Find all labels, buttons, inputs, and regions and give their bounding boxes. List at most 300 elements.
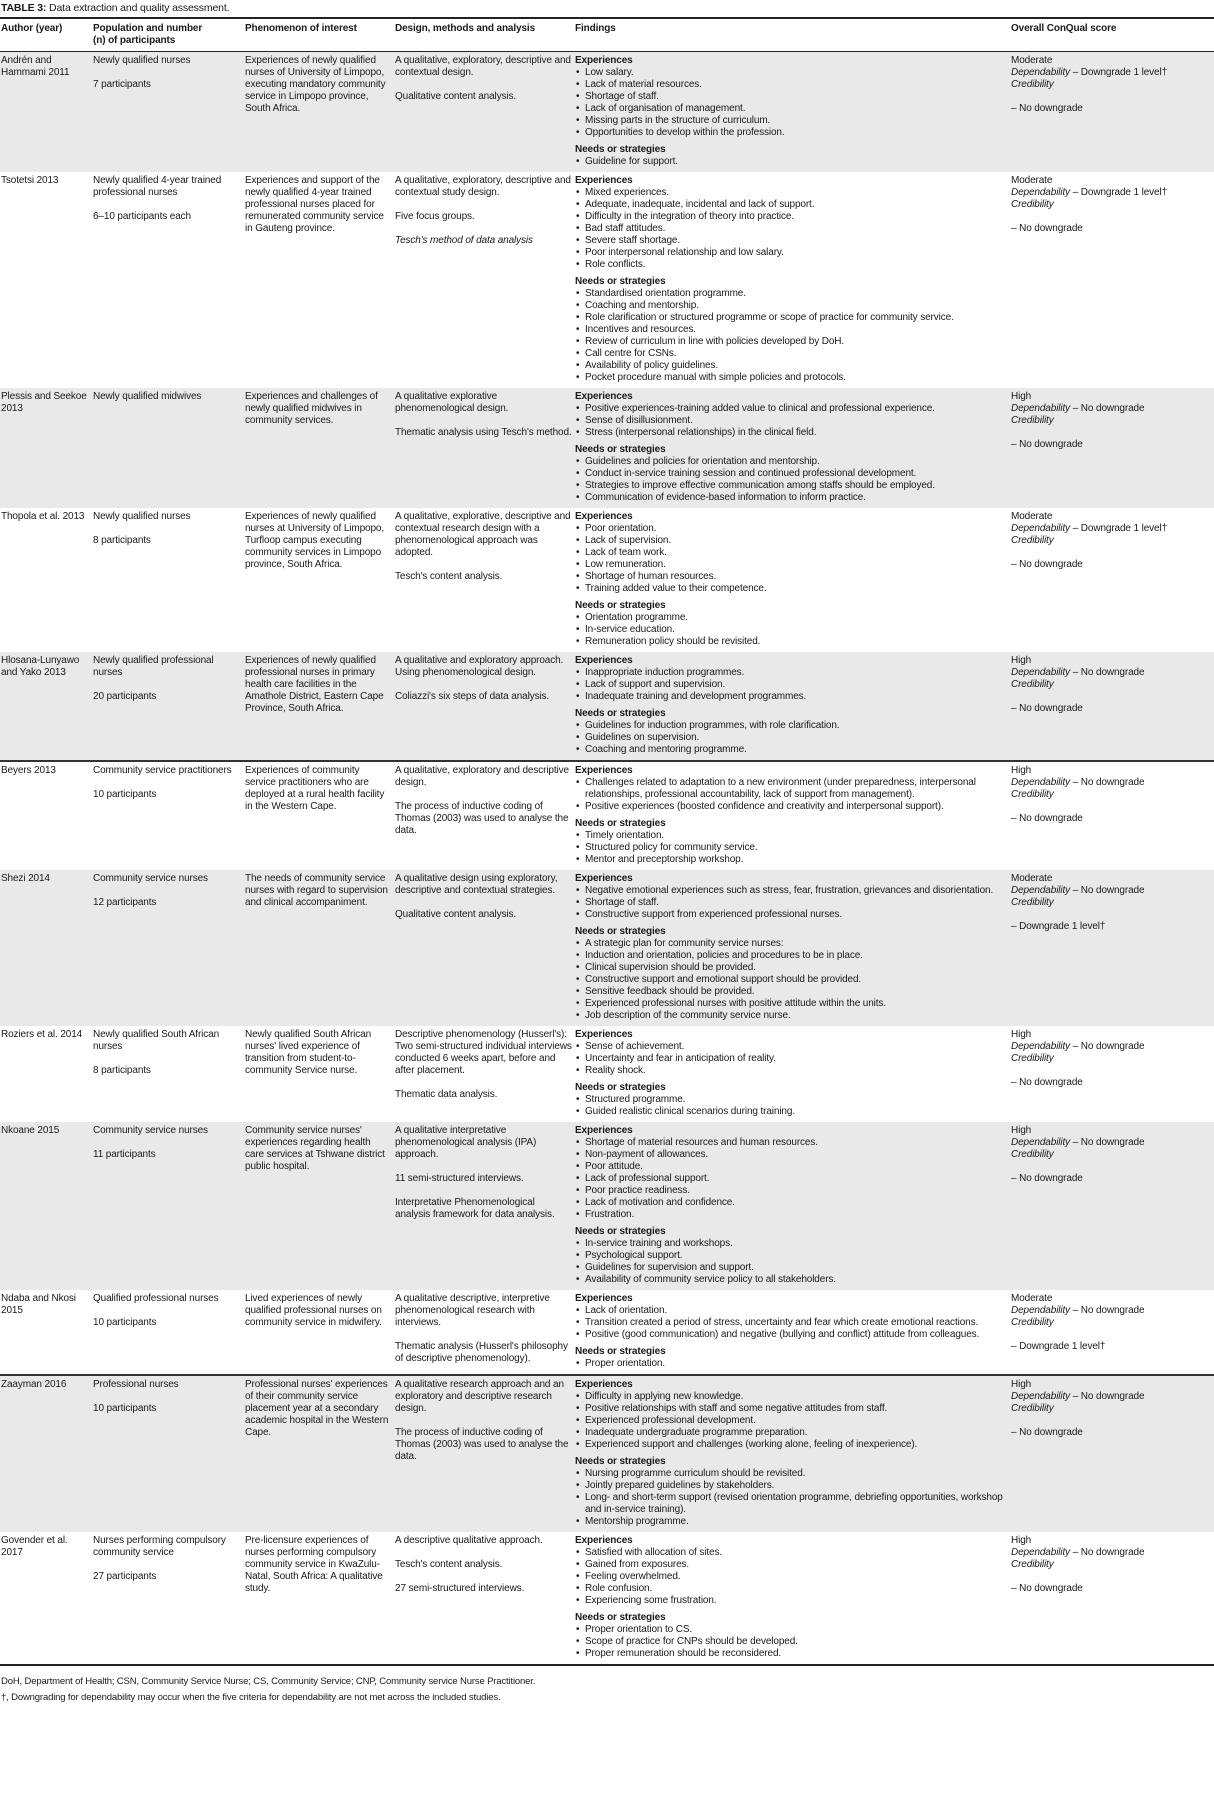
experiences-heading: Experiences xyxy=(575,1535,633,1546)
experiences-list xyxy=(575,1391,1008,1451)
experiences-list xyxy=(575,523,1008,595)
finding-item: • Communication of evidence-based information to inform practice. xyxy=(575,492,1008,504)
finding-item: • Jointly prepared guidelines by stakeholders. xyxy=(575,1480,1008,1492)
design-cell xyxy=(394,1122,574,1290)
finding-item: • Standardised orientation programme. xyxy=(575,288,1008,300)
finding-item: • Shortage of staff. xyxy=(575,897,1008,909)
needs-heading: Needs or strategies xyxy=(575,1612,666,1623)
dependability-label: Dependability xyxy=(1011,187,1071,198)
score-cell xyxy=(1010,1026,1214,1122)
finding-item: • Lack of motivation and confidence. xyxy=(575,1197,1008,1209)
needs-list xyxy=(575,1358,1008,1370)
score-cell xyxy=(1010,1290,1214,1375)
finding-item: • Sense of achievement. xyxy=(575,1041,1008,1053)
population-text: 8 participants xyxy=(93,535,151,546)
findings-cell xyxy=(574,508,1010,652)
finding-item: • Lack of support and supervision. xyxy=(575,679,1008,691)
score-cell xyxy=(1010,52,1214,173)
header-design: Design, methods and analysis xyxy=(395,23,536,34)
conqual-score: High xyxy=(1011,1379,1032,1390)
needs-heading: Needs or strategies xyxy=(575,444,666,455)
conqual-score: Moderate xyxy=(1011,55,1053,66)
credibility-label: Credibility xyxy=(1011,415,1054,426)
table-row xyxy=(0,52,1214,173)
findings-cell xyxy=(574,1122,1010,1290)
population-text: Newly qualified nurses xyxy=(93,511,191,522)
table-row xyxy=(0,870,1214,1026)
phenomenon-cell xyxy=(244,388,394,508)
credibility-label: Credibility xyxy=(1011,1149,1054,1160)
phenomenon-text: Newly qualified South African nurses' lived experience of transition from student-to-community Service nurse. xyxy=(245,1029,372,1076)
credibility-grade: – No downgrade xyxy=(1011,813,1083,824)
experiences-heading: Experiences xyxy=(575,55,633,66)
caption-label: TABLE 3: xyxy=(1,2,47,14)
population-cell xyxy=(92,508,244,652)
needs-heading: Needs or strategies xyxy=(575,1456,666,1467)
dependability-line xyxy=(1011,403,1212,415)
finding-item: • Structured policy for community service. xyxy=(575,842,1008,854)
score-cell xyxy=(1010,761,1214,870)
findings-cell xyxy=(574,1290,1010,1375)
phenomenon-text: Experiences and challenges of newly qualified midwives in community services. xyxy=(245,391,378,426)
findings-cell xyxy=(574,52,1010,173)
finding-item: • Scope of practice for CNPs should be developed. xyxy=(575,1636,1008,1648)
dependability-grade: – No downgrade xyxy=(1070,1041,1145,1052)
credibility-label: Credibility xyxy=(1011,79,1054,90)
dependability-label: Dependability xyxy=(1011,885,1071,896)
needs-heading: Needs or strategies xyxy=(575,818,666,829)
author-year: Ndaba and Nkosi 2015 xyxy=(1,1293,76,1316)
design-text: Five focus groups. xyxy=(395,211,475,222)
finding-item: • Satisfied with allocation of sites. xyxy=(575,1547,1008,1559)
findings-cell xyxy=(574,1375,1010,1532)
finding-item: • Difficulty in the integration of theory into practice. xyxy=(575,211,1008,223)
experiences-list xyxy=(575,187,1008,271)
finding-item: • Guideline for support. xyxy=(575,156,1008,168)
dependability-grade: – No downgrade xyxy=(1070,777,1145,788)
finding-item: • Severe staff shortage. xyxy=(575,235,1008,247)
finding-item: • Uncertainty and fear in anticipation of reality. xyxy=(575,1053,1008,1065)
score-cell xyxy=(1010,1122,1214,1290)
dependability-line xyxy=(1011,1547,1212,1559)
design-text: Qualitative content analysis. xyxy=(395,91,517,102)
finding-item: • Structured programme. xyxy=(575,1094,1008,1106)
finding-item: • Coaching and mentoring programme. xyxy=(575,744,1008,756)
population-text: Nurses performing compulsory community service xyxy=(93,1535,226,1558)
finding-item: • Training added value to their competence. xyxy=(575,583,1008,595)
dependability-grade: – No downgrade xyxy=(1070,1391,1145,1402)
footnote-dagger: †, Downgrading for dependability may occur when the five criteria for dependability are not met across the included studies. xyxy=(1,1692,501,1703)
table-row xyxy=(0,508,1214,652)
design-text: 27 semi-structured interviews. xyxy=(395,1583,525,1594)
population-text: 6–10 participants each xyxy=(93,211,191,222)
author-cell xyxy=(0,1122,92,1290)
phenomenon-cell xyxy=(244,172,394,388)
credibility-grade: – No downgrade xyxy=(1011,439,1083,450)
credibility-label: Credibility xyxy=(1011,789,1054,800)
table-row xyxy=(0,1532,1214,1665)
dependability-line xyxy=(1011,777,1212,789)
design-text: A qualitative design using exploratory, descriptive and contextual strategies. xyxy=(395,873,558,896)
population-text: Newly qualified 4-year trained professional nurses xyxy=(93,175,222,198)
finding-item: • Timely orientation. xyxy=(575,830,1008,842)
credibility-grade: – No downgrade xyxy=(1011,559,1083,570)
design-text: A qualitative research approach and an exploratory and descriptive research design. xyxy=(395,1379,564,1414)
dependability-label: Dependability xyxy=(1011,777,1071,788)
needs-list xyxy=(575,156,1008,168)
findings-cell xyxy=(574,652,1010,761)
phenomenon-cell xyxy=(244,1375,394,1532)
experiences-list xyxy=(575,885,1008,921)
finding-item: • Proper orientation. xyxy=(575,1358,1008,1370)
table-header-row xyxy=(0,18,1214,52)
design-cell xyxy=(394,870,574,1026)
phenomenon-text: Experiences of newly qualified professional nurses in primary health care facilities in the Amathole District, Eastern Cape Province, South Africa. xyxy=(245,655,384,714)
needs-heading: Needs or strategies xyxy=(575,1346,666,1357)
needs-heading: Needs or strategies xyxy=(575,1082,666,1093)
author-cell xyxy=(0,52,92,173)
design-cell xyxy=(394,508,574,652)
finding-item: • Guidelines on supervision. xyxy=(575,732,1008,744)
finding-item: • Role clarification or structured programme or scope of practice for community service. xyxy=(575,312,1008,324)
dependability-grade: – No downgrade xyxy=(1070,1137,1145,1148)
finding-item: • Sense of disillusionment. xyxy=(575,415,1008,427)
finding-item: • Transition created a period of stress, uncertainty and fear which create emotional reactions. xyxy=(575,1317,1008,1329)
design-text: The process of inductive coding of Thomas (2003) was used to analyse the data. xyxy=(395,1427,569,1462)
finding-item: • Stress (interpersonal relationships) in the clinical field. xyxy=(575,427,1008,439)
dependability-grade: – No downgrade xyxy=(1070,1305,1145,1316)
design-text: Tesch's method of data analysis xyxy=(395,235,533,246)
population-text: Qualified professional nurses xyxy=(93,1293,219,1304)
finding-item: • Shortage of material resources and human resources. xyxy=(575,1137,1008,1149)
author-year: Tsotetsi 2013 xyxy=(1,175,59,186)
phenomenon-text: Experiences of newly qualified nurses of University of Limpopo, executing mandatory community service in Limpopo province, South Africa. xyxy=(245,55,386,114)
experiences-heading: Experiences xyxy=(575,511,633,522)
experiences-heading: Experiences xyxy=(575,1379,633,1390)
finding-item: • Guided realistic clinical scenarios during training. xyxy=(575,1106,1008,1118)
population-cell xyxy=(92,870,244,1026)
dependability-line xyxy=(1011,885,1212,897)
author-year: Plessis and Seekoe 2013 xyxy=(1,391,87,414)
finding-item: • Remuneration policy should be revisited. xyxy=(575,636,1008,648)
experiences-heading: Experiences xyxy=(575,765,633,776)
credibility-grade: – No downgrade xyxy=(1011,1583,1083,1594)
design-text: A qualitative descriptive, interpretive phenomenological research with interviews. xyxy=(395,1293,550,1328)
author-year: Andrén and Hammami 2011 xyxy=(1,55,70,78)
population-text: Newly qualified professional nurses xyxy=(93,655,214,678)
phenomenon-cell xyxy=(244,1532,394,1665)
needs-list xyxy=(575,288,1008,384)
score-cell xyxy=(1010,1375,1214,1532)
population-text: 10 participants xyxy=(93,1317,157,1328)
dependability-label: Dependability xyxy=(1011,1391,1071,1402)
finding-item: • Positive experiences-training added value to clinical and professional experience. xyxy=(575,403,1008,415)
credibility-grade: – Downgrade 1 level† xyxy=(1011,921,1106,932)
findings-cell xyxy=(574,870,1010,1026)
experiences-list xyxy=(575,1547,1008,1607)
finding-item: • Lack of supervision. xyxy=(575,535,1008,547)
phenomenon-text: Experiences and support of the newly qualified 4-year trained professional nurses placed for remunerated community service in Gauteng province. xyxy=(245,175,384,234)
population-cell xyxy=(92,761,244,870)
population-cell xyxy=(92,1122,244,1290)
credibility-label: Credibility xyxy=(1011,535,1054,546)
credibility-grade: – No downgrade xyxy=(1011,1427,1083,1438)
population-text: Community service nurses xyxy=(93,1125,208,1136)
table-row xyxy=(0,1026,1214,1122)
findings-cell xyxy=(574,761,1010,870)
population-text: 27 participants xyxy=(93,1571,157,1582)
dependability-grade: – Downgrade 1 level† xyxy=(1070,523,1168,534)
finding-item: • Adequate, inadequate, incidental and lack of support. xyxy=(575,199,1008,211)
conqual-score: Moderate xyxy=(1011,175,1053,186)
finding-item: • Lack of orientation. xyxy=(575,1305,1008,1317)
dependability-label: Dependability xyxy=(1011,1041,1071,1052)
header-phenomenon: Phenomenon of interest xyxy=(245,23,357,34)
dependability-grade: – Downgrade 1 level† xyxy=(1070,187,1168,198)
design-cell xyxy=(394,1532,574,1665)
header-score: Overall ConQual score xyxy=(1011,23,1117,34)
credibility-label: Credibility xyxy=(1011,1317,1054,1328)
finding-item: • Feeling overwhelmed. xyxy=(575,1571,1008,1583)
header-author: Author (year) xyxy=(1,23,63,34)
population-text: 12 participants xyxy=(93,897,157,908)
design-text: The process of inductive coding of Thomas (2003) was used to analyse the data. xyxy=(395,801,569,836)
finding-item: • Proper remuneration should be reconsidered. xyxy=(575,1648,1008,1660)
credibility-grade: – No downgrade xyxy=(1011,103,1083,114)
table-body xyxy=(0,52,1214,1666)
table-row xyxy=(0,1290,1214,1375)
design-cell xyxy=(394,652,574,761)
design-text: A descriptive qualitative approach. xyxy=(395,1535,543,1546)
finding-item: • Experienced professional development. xyxy=(575,1415,1008,1427)
population-cell xyxy=(92,1026,244,1122)
design-text: Tesch's content analysis. xyxy=(395,1559,503,1570)
finding-item: • Positive relationships with staff and some negative attitudes from staff. xyxy=(575,1403,1008,1415)
needs-heading: Needs or strategies xyxy=(575,926,666,937)
finding-item: • Poor interpersonal relationship and low salary. xyxy=(575,247,1008,259)
dependability-grade: – No downgrade xyxy=(1070,885,1145,896)
needs-heading: Needs or strategies xyxy=(575,600,666,611)
author-year: Roziers et al. 2014 xyxy=(1,1029,83,1040)
experiences-heading: Experiences xyxy=(575,655,633,666)
design-text: Thematic data analysis. xyxy=(395,1089,498,1100)
findings-cell xyxy=(574,1026,1010,1122)
design-text: Tesch's content analysis. xyxy=(395,571,503,582)
design-cell xyxy=(394,388,574,508)
experiences-heading: Experiences xyxy=(575,1293,633,1304)
header-findings: Findings xyxy=(575,23,616,34)
score-cell xyxy=(1010,388,1214,508)
needs-list xyxy=(575,612,1008,648)
needs-list xyxy=(575,456,1008,504)
design-cell xyxy=(394,172,574,388)
population-text: 10 participants xyxy=(93,789,157,800)
finding-item: • Low remuneration. xyxy=(575,559,1008,571)
design-text: A qualitative and exploratory approach. Using phenomenological design. xyxy=(395,655,564,678)
dependability-line xyxy=(1011,1391,1212,1403)
population-text: 20 participants xyxy=(93,691,157,702)
dependability-label: Dependability xyxy=(1011,1137,1071,1148)
author-cell xyxy=(0,1026,92,1122)
finding-item: • Call centre for CSNs. xyxy=(575,348,1008,360)
finding-item: • Lack of team work. xyxy=(575,547,1008,559)
score-cell xyxy=(1010,1532,1214,1665)
credibility-label: Credibility xyxy=(1011,1403,1054,1414)
design-cell xyxy=(394,761,574,870)
finding-item: • Psychological support. xyxy=(575,1250,1008,1262)
finding-item: • Gained from exposures. xyxy=(575,1559,1008,1571)
score-cell xyxy=(1010,172,1214,388)
finding-item: • Job description of the community service nurse. xyxy=(575,1010,1008,1022)
finding-item: • Conduct in-service training session and continued professional development. xyxy=(575,468,1008,480)
population-text: Newly qualified nurses xyxy=(93,55,191,66)
experiences-list xyxy=(575,67,1008,139)
phenomenon-cell xyxy=(244,1026,394,1122)
findings-cell xyxy=(574,388,1010,508)
finding-item: • Induction and orientation, policies and procedures to be in place. xyxy=(575,950,1008,962)
credibility-grade: – No downgrade xyxy=(1011,223,1083,234)
finding-item: • Nursing programme curriculum should be revisited. xyxy=(575,1468,1008,1480)
finding-item: • Poor attitude. xyxy=(575,1161,1008,1173)
credibility-label: Credibility xyxy=(1011,1053,1054,1064)
caption-text: Data extraction and quality assessment. xyxy=(46,2,230,14)
conqual-score: High xyxy=(1011,765,1032,776)
design-text: A qualitative, exploratory, descriptive and contextual design. xyxy=(395,55,571,78)
score-cell xyxy=(1010,508,1214,652)
finding-item: • Constructive support from experienced professional nurses. xyxy=(575,909,1008,921)
phenomenon-cell xyxy=(244,52,394,173)
finding-item: • Inappropriate induction programmes. xyxy=(575,667,1008,679)
finding-item: • Mentor and preceptorship workshop. xyxy=(575,854,1008,866)
author-cell xyxy=(0,508,92,652)
finding-item: • Proper orientation to CS. xyxy=(575,1624,1008,1636)
design-text: Interpretative Phenomenological analysis framework for data analysis. xyxy=(395,1197,555,1220)
header-population-line1: Population and number xyxy=(93,23,203,34)
design-cell xyxy=(394,1290,574,1375)
score-cell xyxy=(1010,652,1214,761)
experiences-heading: Experiences xyxy=(575,391,633,402)
design-text: Coliazzi's six steps of data analysis. xyxy=(395,691,550,702)
needs-heading: Needs or strategies xyxy=(575,708,666,719)
population-cell xyxy=(92,652,244,761)
findings-cell xyxy=(574,1532,1010,1665)
design-text: A qualitative, exploratory, descriptive and contextual study design. xyxy=(395,175,571,198)
needs-list xyxy=(575,938,1008,1022)
credibility-grade: – Downgrade 1 level† xyxy=(1011,1341,1106,1352)
credibility-label: Credibility xyxy=(1011,679,1054,690)
header-population-line2: (n) of participants xyxy=(93,35,176,46)
needs-list xyxy=(575,1468,1008,1528)
finding-item: • Sensitive feedback should be provided. xyxy=(575,986,1008,998)
finding-item: • Long- and short-term support (revised orientation programme, debriefing opportunities, workshop and in-service training). xyxy=(575,1492,1008,1516)
finding-item: • Inadequate training and development programmes. xyxy=(575,691,1008,703)
phenomenon-text: Pre-licensure experiences of nurses performing compulsory community service in KwaZulu-Natal, South Africa: A qualitative study. xyxy=(245,1535,383,1594)
population-text: Professional nurses xyxy=(93,1379,179,1390)
findings-cell xyxy=(574,172,1010,388)
table-row xyxy=(0,388,1214,508)
population-text: 11 participants xyxy=(93,1149,156,1160)
phenomenon-cell xyxy=(244,761,394,870)
phenomenon-cell xyxy=(244,652,394,761)
footnote-abbreviations: DoH, Department of Health; CSN, Community Service Nurse; CS, Community Service; CNP, Community service Nurse Practitioner. xyxy=(1,1676,536,1687)
finding-item: • Non-payment of allowances. xyxy=(575,1149,1008,1161)
dependability-grade: – Downgrade 1 level† xyxy=(1070,67,1168,78)
phenomenon-text: The needs of community service nurses with regard to supervision and clinical accompaniment. xyxy=(245,873,388,908)
finding-item: • Incentives and resources. xyxy=(575,324,1008,336)
finding-item: • Opportunities to develop within the profession. xyxy=(575,127,1008,139)
table-row xyxy=(0,1375,1214,1532)
phenomenon-text: Experiences of newly qualified nurses at University of Limpopo, Turfloop campus executing community services in Limpopo province, South Africa. xyxy=(245,511,385,570)
dependability-line xyxy=(1011,1041,1212,1053)
experiences-heading: Experiences xyxy=(575,873,633,884)
finding-item: • Pocket procedure manual with simple policies and protocols. xyxy=(575,372,1008,384)
population-text: 8 participants xyxy=(93,1065,151,1076)
finding-item: • In-service education. xyxy=(575,624,1008,636)
design-text: Thematic analysis (Husserl's philosophy of descriptive phenomenology). xyxy=(395,1341,568,1364)
finding-item: • Inadequate undergraduate programme preparation. xyxy=(575,1427,1008,1439)
data-extraction-table xyxy=(0,17,1214,1666)
author-cell xyxy=(0,172,92,388)
finding-item: • Poor practice readiness. xyxy=(575,1185,1008,1197)
conqual-score: High xyxy=(1011,1125,1032,1136)
phenomenon-cell xyxy=(244,1290,394,1375)
table-footnotes xyxy=(0,1666,1214,1704)
finding-item: • Lack of material resources. xyxy=(575,79,1008,91)
finding-item: • Role confusion. xyxy=(575,1583,1008,1595)
needs-heading: Needs or strategies xyxy=(575,1226,666,1237)
population-text: Community service practitioners xyxy=(93,765,232,776)
credibility-grade: – No downgrade xyxy=(1011,703,1083,714)
finding-item: • Bad staff attitudes. xyxy=(575,223,1008,235)
dependability-label: Dependability xyxy=(1011,1305,1071,1316)
phenomenon-cell xyxy=(244,1122,394,1290)
phenomenon-text: Lived experiences of newly qualified professional nurses on community service in midwifery. xyxy=(245,1293,382,1328)
needs-list xyxy=(575,830,1008,866)
design-text: Qualitative content analysis. xyxy=(395,909,517,920)
needs-list xyxy=(575,1094,1008,1118)
table-row xyxy=(0,1122,1214,1290)
finding-item: • Role conflicts. xyxy=(575,259,1008,271)
finding-item: • Poor orientation. xyxy=(575,523,1008,535)
experiences-list xyxy=(575,777,1008,813)
table-row xyxy=(0,652,1214,761)
population-cell xyxy=(92,388,244,508)
needs-list xyxy=(575,1238,1008,1286)
design-text: Descriptive phenomenology (Husserl's): Two semi-structured individual interviews conducted 6 weeks apart, before and after placement. xyxy=(395,1029,572,1076)
finding-item: • Shortage of staff. xyxy=(575,91,1008,103)
experiences-list xyxy=(575,1137,1008,1221)
author-year: Beyers 2013 xyxy=(1,765,56,776)
dependability-grade: – No downgrade xyxy=(1070,403,1145,414)
experiences-heading: Experiences xyxy=(575,1029,633,1040)
finding-item: • Difficulty in applying new knowledge. xyxy=(575,1391,1008,1403)
phenomenon-cell xyxy=(244,870,394,1026)
finding-item: • Frustration. xyxy=(575,1209,1008,1221)
conqual-score: High xyxy=(1011,391,1032,402)
author-cell xyxy=(0,388,92,508)
finding-item: • Availability of community service policy to all stakeholders. xyxy=(575,1274,1008,1286)
finding-item: • Missing parts in the structure of curriculum. xyxy=(575,115,1008,127)
dependability-line xyxy=(1011,67,1212,79)
finding-item: • Guidelines for induction programmes, with role clarification. xyxy=(575,720,1008,732)
conqual-score: Moderate xyxy=(1011,873,1053,884)
author-year: Hlosana-Lunyawo and Yako 2013 xyxy=(1,655,80,678)
dependability-label: Dependability xyxy=(1011,403,1071,414)
design-text: A qualitative, explorative, descriptive and contextual research design with a phenomenological approach was adopted. xyxy=(395,511,571,558)
conqual-score: High xyxy=(1011,1535,1032,1546)
credibility-grade: – No downgrade xyxy=(1011,1173,1083,1184)
design-text: A qualitative, exploratory and descriptive design. xyxy=(395,765,569,788)
